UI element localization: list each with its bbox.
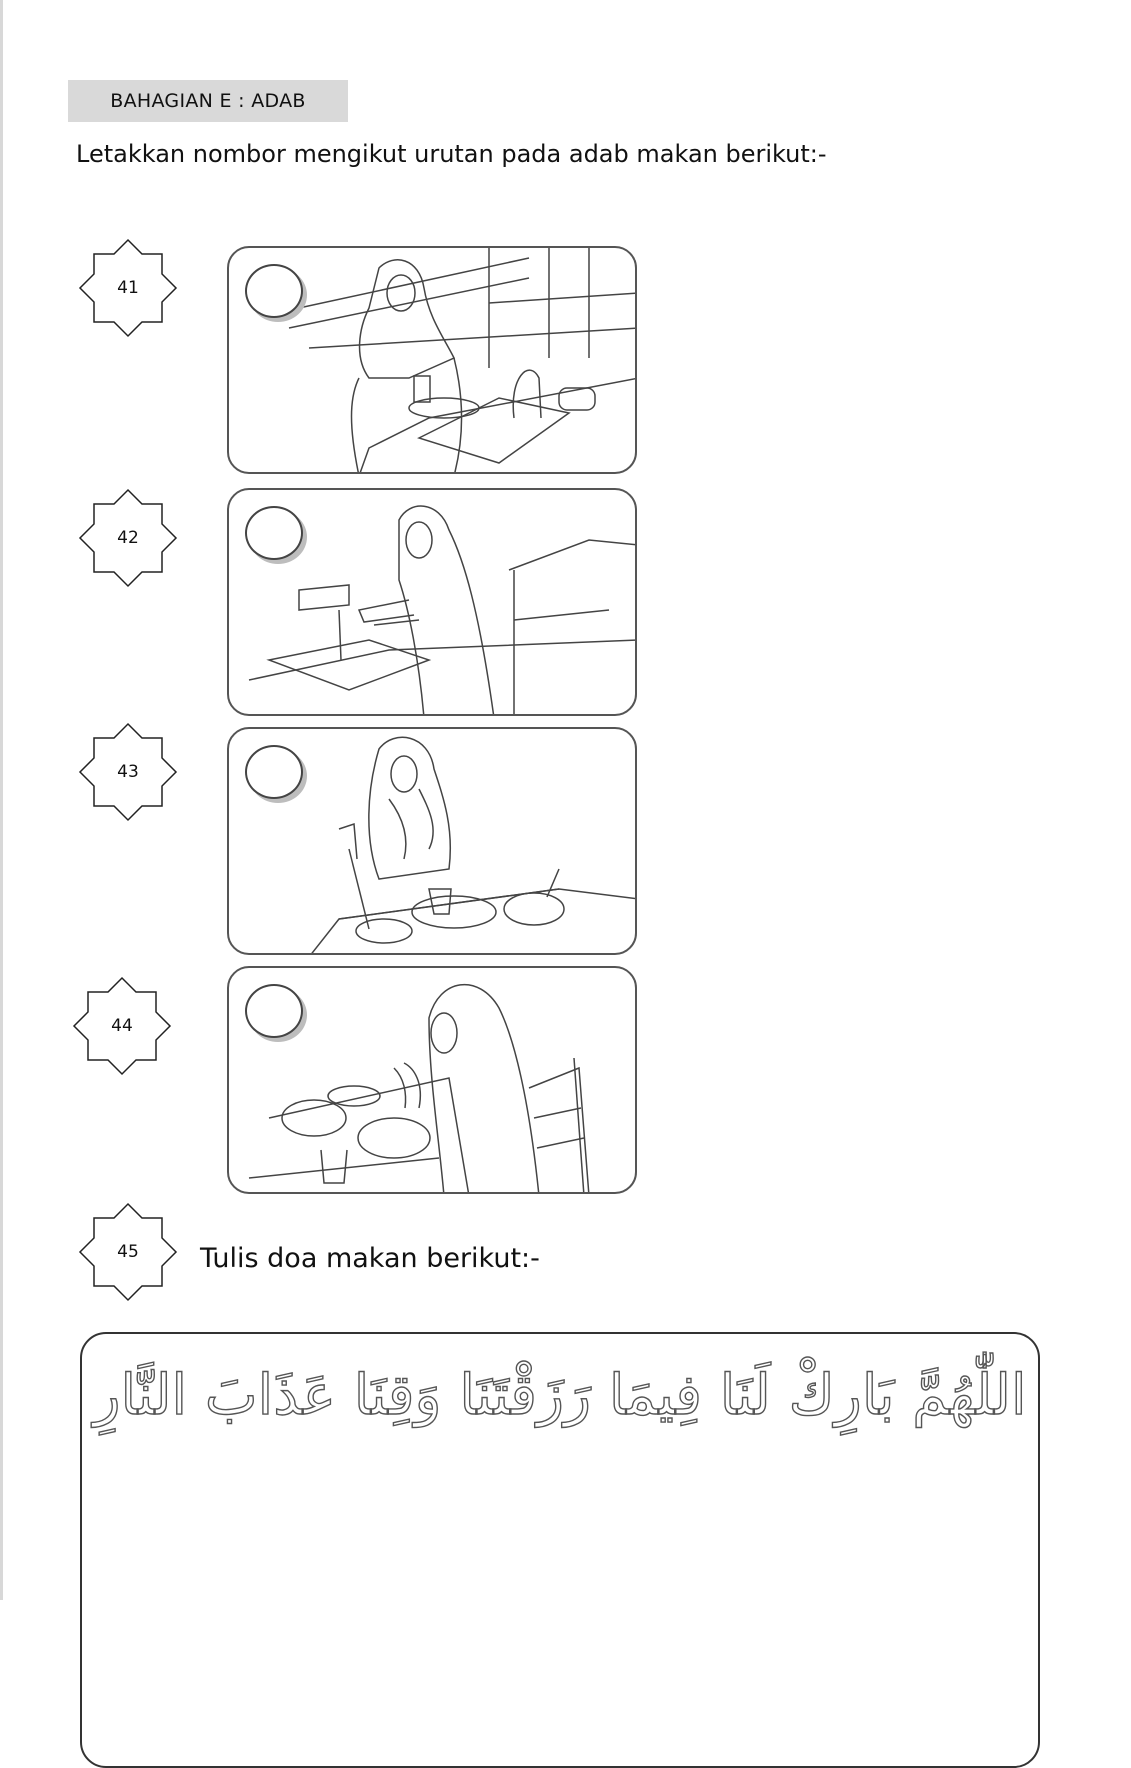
question-number-badge (72, 976, 172, 1076)
doa-tracing-box[interactable] (80, 1332, 1040, 1768)
question-number: 41 (117, 278, 139, 298)
instruction-text: Letakkan nombor mengikut urutan pada adab makan berikut:- (76, 140, 827, 168)
scene-panel-praying-before-meal (227, 966, 637, 1194)
question-number-badge (78, 238, 178, 338)
scene-panel-washing-hands (227, 488, 637, 716)
doa-arabic-text: اللّٰهُمَّ بَارِكْ لَنَا فِيمَا رَزَقْتَنَا وَقِنَا عَذَابَ النَّارِ (93, 1362, 1027, 1428)
scene-panel-washing-dishes (227, 246, 637, 474)
question-number-badge (78, 488, 178, 588)
question-number: 43 (117, 762, 139, 782)
scene-panel-eating (227, 727, 637, 955)
section-title: BAHAGIAN E : ADAB (110, 90, 306, 112)
question-number: 44 (111, 1016, 133, 1036)
question-number-badge (78, 1202, 178, 1302)
answer-circle[interactable] (245, 264, 303, 318)
question-number: 45 (117, 1242, 139, 1262)
section-header (68, 80, 348, 122)
doa-prompt: Tulis doa makan berikut:- (200, 1243, 540, 1274)
question-number-badge (78, 722, 178, 822)
question-number: 42 (117, 528, 139, 548)
page-edge (0, 0, 3, 1600)
answer-circle[interactable] (245, 745, 303, 799)
answer-circle[interactable] (245, 506, 303, 560)
answer-circle[interactable] (245, 984, 303, 1038)
